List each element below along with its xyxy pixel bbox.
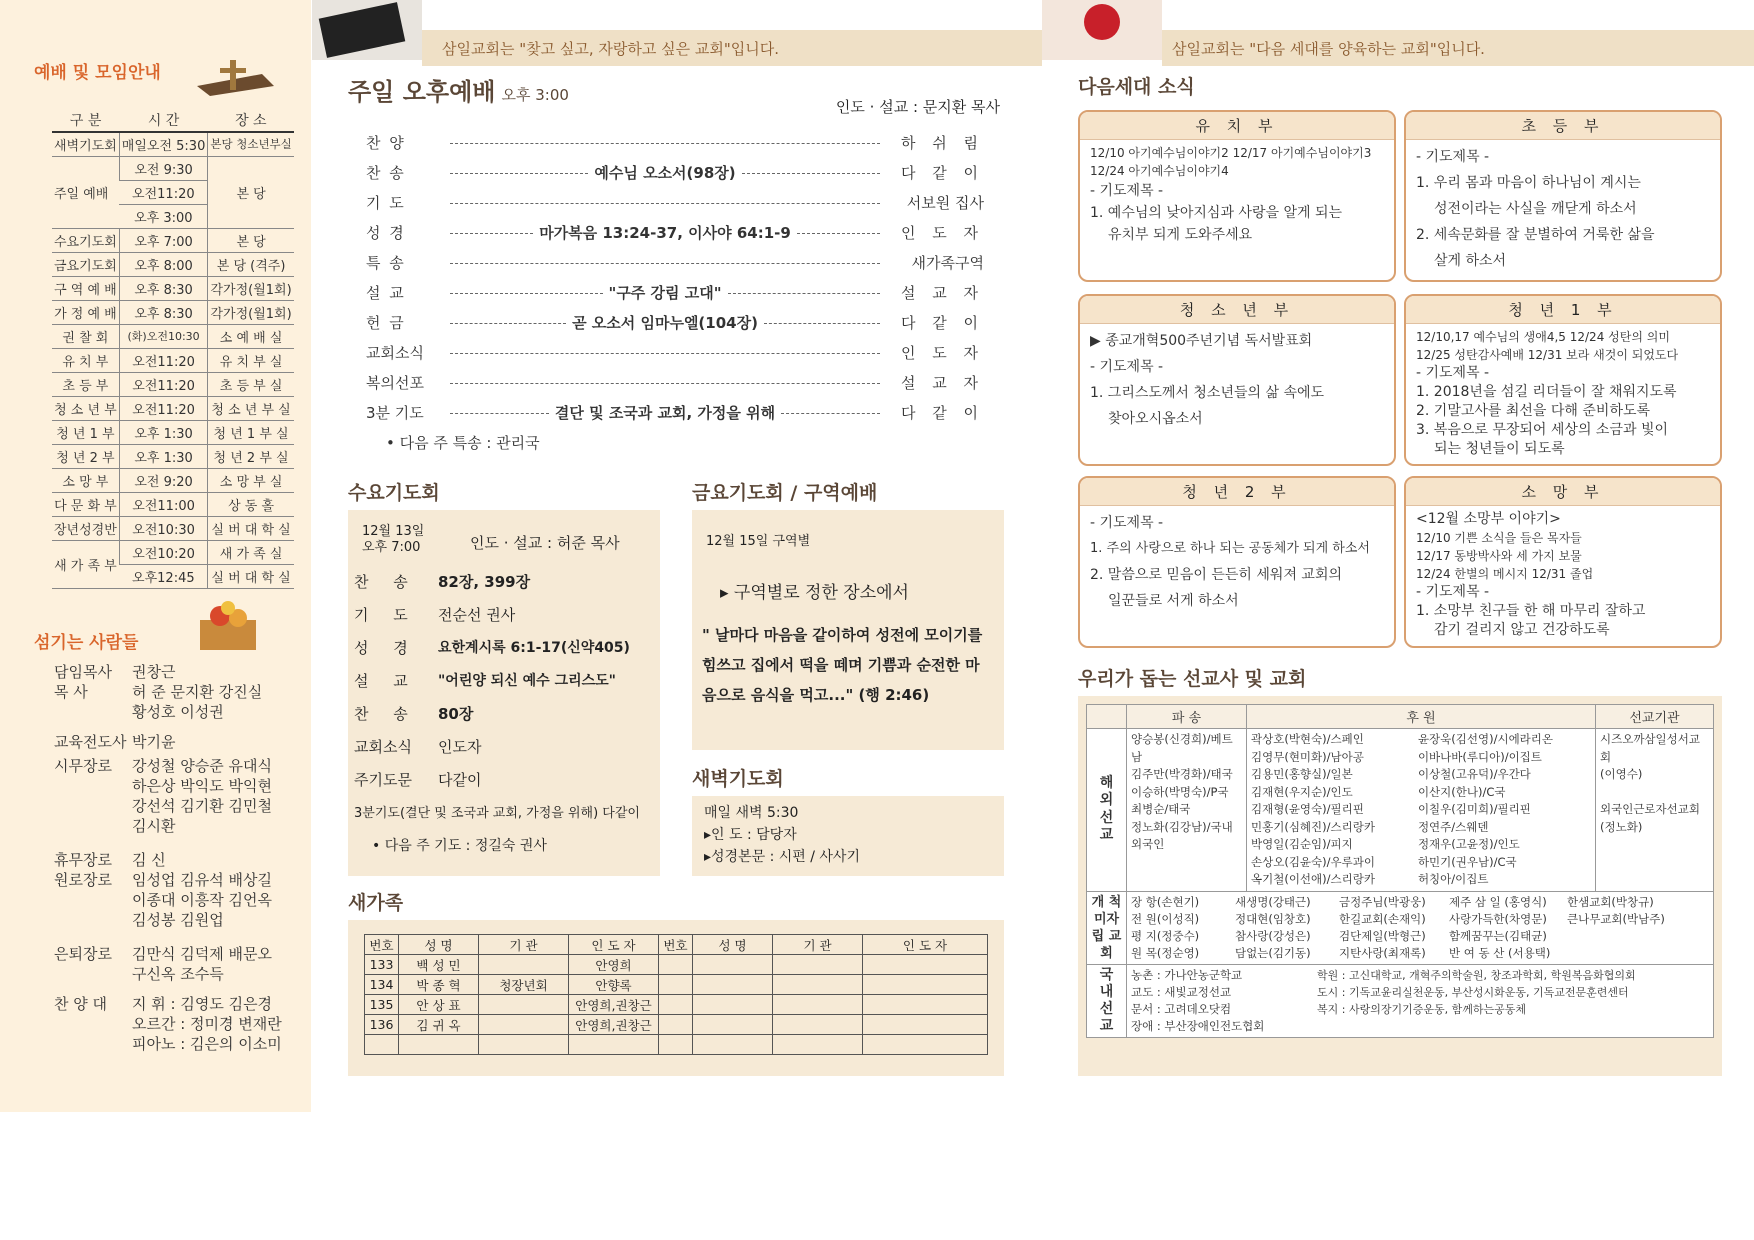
new-family-box: [348, 920, 1004, 1076]
wednesday-order: 찬 송 82장, 399장 기 도 전순선 권사 성 경 요한계시록 6:1-17(신약405) 설 교 "어린양 되신 예수 그리스도" 찬 송 80장 교회소식 인도자 주기도문 다같이 3분기도(결단 및 조국과 교회, 가정을 위해) 다같이 • 다음 주 기도 : 정길숙 권사: [354, 573, 640, 854]
servers-title: 섬기는 사람들: [34, 633, 139, 653]
worship-guide-title: 예배 및 모임안내: [34, 63, 161, 83]
bible-cross-icon: [192, 56, 278, 96]
friday-place: ▸ 구역별로 정한 장소에서: [720, 583, 909, 603]
missions-table: 파 송 후 원 선교기관 해 외 선 교 양승봉(신경희)/베트남 김주만(박경화)/태국 이승하(박명숙)/P국 최병순/태국 정노화(김강남)/국내 외국인 곽상호(박현숙)/스페인 김영무(현미화)/남아공 김용민(홍향실)/일본 김재현(우지순)/인도 김재형(윤영숙)/필리핀 민홍기(심혜진)/스리랑카 박영일(김순임)/피지 손상오(김윤숙)/우루과이 옥기철(이선애)/스리랑카 윤장욱(김선영)/시에라리온 이바나바(루디아)/이집트 이상철(고유덕)/우간다 이산지(한나)/C국 이칠우(김미희)/필리핀 정연주/스웨덴 정재우(고윤정)/인도 하민기(권우남)/C국 허칭아/이집트 시즈오까삼일성서교회 (이영수) 외국인근로자선교회 (정노화) 개 척 미자립 교 회 장 항(손현기) 전 원(이성직) 평 지(정중수) 원 목(정순영) 새생명(강태근) 정대현(임창호) 참사랑(강성은) 담없는(김기동) 금정주님(박광웅) 한길교회(손재익) 검단제일(박형근) 지탄사랑(최재록) 제주 삼 일 (홍영식) 사랑가득한(차영문) 함께꿈꾸는(김태균) 반 여 동 산 (서용택) 한샘교회(박창규) 큰나무교회(박남주) 국 내 선 교 농촌 : 가나안농군학교 교도 : 새빛교정선교 문서 : 고려데오닷컴 장애 : 부산장애인전도협회 학원 : 고신대학교, 개혁주의학술원, 창조과학회, 학원복음화협의회 도시 : 기독교윤리실천운동, 부산성시화운동, 기독교전문훈련센터 복지 : 사랑의장기기증운동, 함께하는공동체: [1086, 704, 1714, 1038]
wednesday-box: [348, 510, 660, 876]
friday-box: [692, 510, 1004, 750]
missions-box: [1078, 696, 1722, 1076]
wednesday-leader: 인도 · 설교 : 허준 목사: [470, 534, 620, 552]
missions-title: 우리가 돕는 선교사 및 교회: [1078, 668, 1307, 690]
heart-photo: [1042, 0, 1162, 60]
friday-title: 금요기도회 / 구역예배: [692, 482, 878, 504]
wednesday-datetime: 12월 13일 오후 7:00: [362, 524, 425, 555]
dawn-box: 매일 새벽 5:30 ▸인 도 : 담당자 ▸성경본문 : 시편 / 사사기: [692, 796, 1004, 876]
banner-left: 삼일교회는 "찾고 싶고, 자랑하고 싶은 교회"입니다.: [422, 30, 1042, 66]
banner-right: 삼일교회는 "다음 세대를 양육하는 교회"입니다.: [1162, 30, 1754, 66]
left-sidebar: [0, 0, 311, 1112]
youth-box: 청 소 년 부 ▶ 종교개혁500주년기념 독서발표회 - 기도제목 - 1. 그리스도께서 청소년들의 삶 속에도 찾아오시옵소서: [1078, 294, 1396, 466]
schedule-table: 구 분 시 간 장 소 새벽기도회 매일오전 5:30 본당 청소년부실 주일 예배 오전 9:30 본 당 오전11:20 오후 3:00 수요기도회 오후 7:00 본 당 금요기도회 오후 8:00 본 당 (격주) 구 역 예 배 오후 8:30 각가정(월1회) 가 정 예 배 오후 8:30 각가정(월1회) 권 찰 회 (화)오전10:30 소 예 배 실 유 치 부 오전11:20 유 치 부 실 초 등 부 오전11:20 초 등 부 실 청 소 년 부 오전11:20 청 소 년 부 실 청 년 1 부 오후 1:30 청 년 1 부 실 청 년 2 부 오후 1:30 청 년 2 부 실 소 망 부 오전 9:20 소 망 부 실 다 문 화 부 오전11:00 상 동 홀 장년성경반 오전10:30 실 버 대 학 실 새 가 족 부 오전10:20 새 가 족 실 오후12:45 실 버 대 학 실: [52, 108, 294, 589]
new-family-title: 새가족: [348, 892, 404, 914]
servers-list: 담임목사 권창근 목 사 허 준 문지환 강진실 황성호 이성권 교육전도사 박기윤 시무장로 강성철 양승준 유대식 하은상 박익도 박익현 강선석 김기환 김민철 김시환 휴무장로 김 신 원로장로 임성업 김유석 배상길 이종대 이흥작 김언옥 김성봉 김원업 은퇴장로 김만식 김덕제 배문오 구신옥 조수득 찬 양 대 지 휘 : 김영도 김은경 오르간 : 정미경 변재란 피아노 : 김은의 이소미: [54, 663, 282, 1053]
kinder-box: 유 치 부 12/10 아기예수님이야기2 12/17 아기예수님이야기3 12/24 아기예수님이야기4 - 기도제목 - 1. 예수님의 낮아지심과 사랑을 알게 되는 유치부 되게 도와주세요: [1078, 110, 1396, 282]
sunday-pm-order: 찬 양 하 쉬 림 찬 송 예수님 오소서(98장) 다 같 이 기 도 서보원 집사 성 경 마가복음 13:24-37, 이사야 64:1-9 인 도 자 특 송 새가족구역 설 교 "구주 강림 고대" 설 교 자 헌 금 곧 오소서 임마누엘(104장) 다 같 이 교회소식 인 도 자 복의선포 설 교 자 3분 기도 결단 및 조국과 교회, 가정을 위해 다 같 이 • 다음 주 특송 : 관리국: [366, 134, 985, 452]
wednesday-title: 수요기도회: [348, 482, 440, 504]
sunday-pm-leader: 인도 · 설교 : 문지환 목사: [835, 98, 1000, 116]
hope-box: 소 망 부 <12월 소망부 이야기> 12/10 기쁜 소식을 들은 목자들 12/17 동방박사와 세 가지 보물 12/24 한별의 메시지 12/31 졸업 - 기도제목 - 1. 소망부 친구들 한 해 마무리 잘하고 감기 걸리지 않고 건강하도록: [1404, 476, 1722, 648]
elementary-box: 초 등 부 - 기도제목 - 1. 우리 몸과 마음이 하나님이 계시는 성전이라는 사실을 깨닫게 하소서 2. 세속문화를 잘 분별하여 거룩한 삶을 살게 하소서: [1404, 110, 1722, 282]
friday-date: 12월 15일 구역별: [706, 534, 811, 549]
new-family-table: 번호 성 명 기 관 인 도 자 번호 성 명 기 관 인 도 자 133 백 성 민 안영희 134 박 종 혁 청장년회 안향록 135 안 상 표 안영희,권창근 136 김 귀 옥 안영희,권창근: [364, 934, 988, 1055]
gift-box-icon: [190, 596, 270, 654]
young-adult-1-box: 청 년 1 부 12/10,17 예수님의 생애4,5 12/24 성탄의 의미 12/25 성탄감사예배 12/31 보라 새것이 되었도다 - 기도제목 - 1. 2018년을 섬길 리더들이 잘 채워지도록 2. 기말고사를 최선을 다해 준비하도록 3. 복음으로 무장되어 세상의 소금과 빛이 되는 청년들이 되도록: [1404, 294, 1722, 466]
sunday-pm-title: 주일 오후예배 오후 3:00: [348, 78, 569, 106]
dawn-title: 새벽기도회: [692, 768, 784, 790]
young-adult-2-box: 청 년 2 부 - 기도제목 - 1. 주의 사랑으로 하나 되는 공동체가 되게 하소서 2. 말씀으로 믿음이 든든히 세워져 교회의 일꾼들로 서게 하소서: [1078, 476, 1396, 648]
friday-verse: " 날마다 마음을 같이하여 성전에 모이기를 힘쓰고 집에서 떡을 떼며 기쁨과 순전한 마음으로 음식을 먹고..." (행 2:46): [702, 626, 983, 704]
next-gen-title: 다음세대 소식: [1078, 76, 1195, 98]
bible-photo: [312, 0, 422, 60]
